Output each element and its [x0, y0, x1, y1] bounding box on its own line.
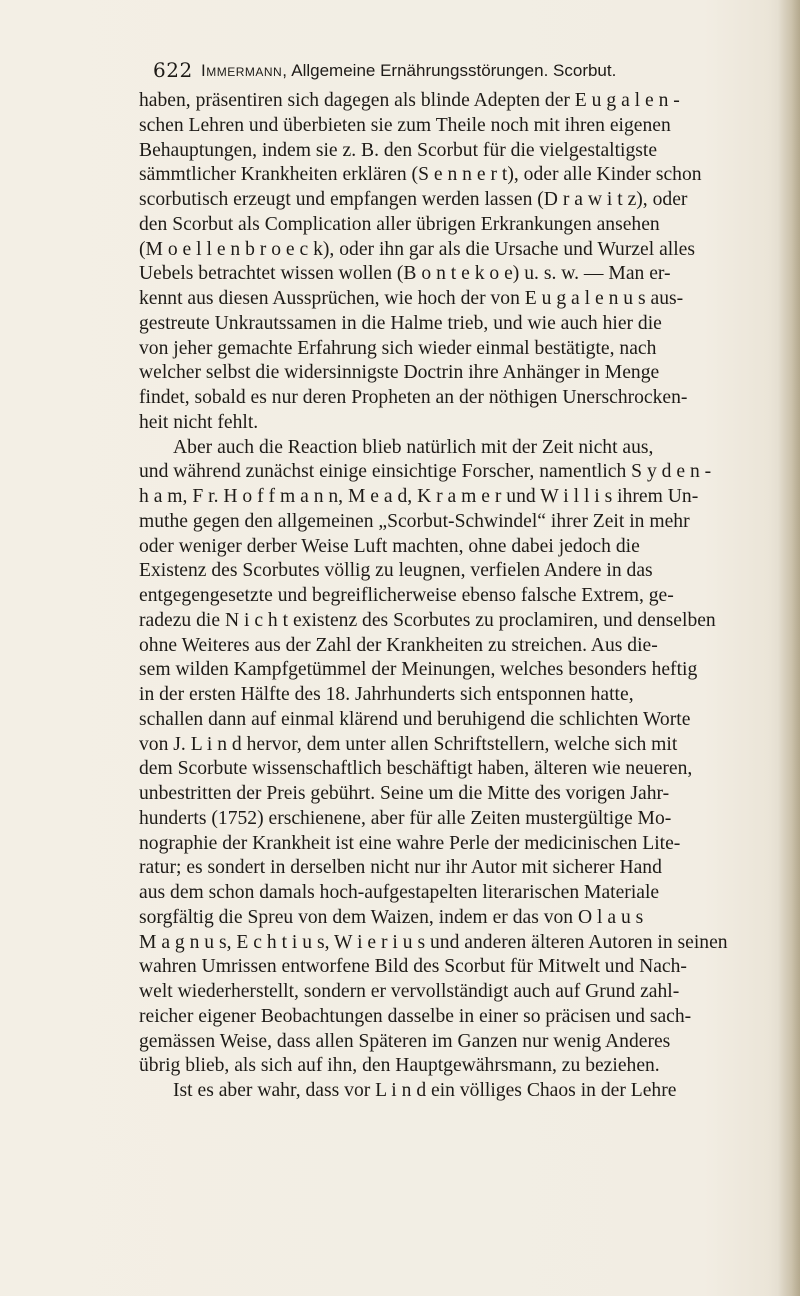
page-header	[153, 58, 693, 86]
text-line: welt wiederherstellt, sondern er vervollständigt auch auf Grund zahl-	[139, 981, 680, 1002]
running-head-title: Allgemeine Ernährungsstörungen. Scorbut.	[291, 61, 617, 80]
text-line: von jeher gemachte Erfahrung sich wieder einmal bestätigte, nach	[139, 337, 657, 359]
text-line: sorgfältig die Spreu von dem Waizen, indem er das von O l a u s	[139, 906, 644, 928]
text-line: in der ersten Hälfte des 18. Jahrhunderts sich entsponnen hatte,	[139, 684, 634, 705]
text-line: h a m, F r. H o f f m a n n, M e a d, K r a m e r und W i l l i s ihrem Un-	[139, 486, 699, 507]
text-line: welcher selbst die widersinnigste Doctrin ihre Anhänger in Menge	[139, 362, 660, 384]
running-head-author: Immermann,	[201, 61, 288, 80]
text-line: muthe gegen den allgemeinen „Scorbut-Schwindel“ ihrer Zeit in mehr	[139, 510, 690, 532]
text-line: wahren Umrissen entworfene Bild des Scorbut für Mitwelt und Nach-	[139, 956, 687, 978]
text-line: ohne Weiteres aus der Zahl der Krankheiten zu streichen. Aus die-	[139, 634, 658, 656]
text-line: radezu die N i c h t existenz des Scorbutes zu proclamiren, und denselben	[139, 609, 716, 631]
text-line: dem Scorbute wissenschaftlich beschäftigt haben, älteren wie neueren,	[139, 758, 693, 780]
text-line: entgegengesetzte und begreiflicherweise ebenso falsche Extrem, ge-	[139, 585, 674, 606]
text-line: kennt aus diesen Aussprüchen, wie hoch der von E u g a l e n u s aus-	[139, 288, 684, 309]
text-line: findet, sobald es nur deren Propheten an der nöthigen Unerschrocken-	[139, 387, 688, 408]
text-line: Existenz des Scorbutes völlig zu leugnen, verfielen Andere in das	[139, 560, 653, 582]
text-line: gestreute Unkrautssamen in die Halme trieb, und wie auch hier die	[139, 312, 662, 334]
text-line: M a g n u s, E c h t i u s, W i e r i u s und anderen älteren Autoren in seinen	[139, 931, 728, 953]
text-line: sem wilden Kampfgetümmel der Meinungen, welches besonders heftig	[139, 659, 698, 681]
text-line: scorbutisch erzeugt und empfangen werden lassen (D r a w i t z), oder	[139, 189, 688, 210]
text-line: reicher eigener Beobachtungen dasselbe in einer so präcisen und sach-	[139, 1005, 692, 1027]
text-line: ratur; es sondert in derselben nicht nur ihr Autor mit sicherer Hand	[139, 857, 662, 879]
text-line: Ist es aber wahr, dass vor L i n d ein völliges Chaos in der Lehre	[173, 1080, 677, 1101]
text-line: übrig blieb, als sich auf ihn, den Hauptgewährsmann, zu beziehen.	[139, 1055, 660, 1077]
text-line: von J. L i n d hervor, dem unter allen Schriftstellern, welche sich mit	[139, 733, 678, 755]
text-line: unbestritten der Preis gebührt. Seine um die Mitte des vorigen Jahr-	[139, 783, 670, 804]
body-text	[139, 89, 759, 1104]
text-line: sämmtlicher Krankheiten erklären (S e n n e r t), oder alle Kinder schon	[139, 164, 702, 186]
text-line: aus dem schon damals hoch-aufgestapelten literarischen Materiale	[139, 882, 660, 903]
text-line: schallen dann auf einmal klärend und beruhigend die schlichten Worte	[139, 708, 691, 730]
text-line: haben, präsentiren sich dagegen als blinde Adepten der E u g a l e n -	[139, 90, 680, 111]
text-line: schen Lehren und überbieten sie zum Theile noch mit ihren eigenen	[139, 114, 671, 136]
text-line: nographie der Krankheit ist eine wahre Perle der medicinischen Lite-	[139, 832, 681, 854]
text-line: den Scorbut als Complication aller übrigen Erkrankungen ansehen	[139, 213, 660, 235]
page-edge-shadow	[778, 0, 800, 1296]
text-line: und während zunächst einige einsichtige Forscher, namentlich S y d e n -	[139, 461, 712, 483]
text-line: Behauptungen, indem sie z. B. den Scorbut für die vielgestaltigste	[139, 139, 658, 161]
text-line: Uebels betrachtet wissen wollen (B o n t e k o e) u. s. w. — Man er-	[139, 263, 671, 285]
text-line: (M o e l l e n b r o e c k), oder ihn gar als die Ursache und Wurzel alles	[139, 238, 695, 260]
text-line: oder weniger derber Weise Luft machten, ohne dabei jedoch die	[139, 535, 640, 557]
running-head	[201, 61, 616, 81]
text-line: heit nicht fehlt.	[139, 411, 259, 433]
page-number: 622	[153, 58, 193, 82]
text-line: gemässen Weise, dass allen Späteren im Ganzen nur wenig Anderes	[139, 1030, 671, 1052]
text-line: hunderts (1752) erschienene, aber für alle Zeiten mustergültige Mo-	[139, 807, 672, 829]
text-line: Aber auch die Reaction blieb natürlich mit der Zeit nicht aus,	[173, 436, 654, 458]
